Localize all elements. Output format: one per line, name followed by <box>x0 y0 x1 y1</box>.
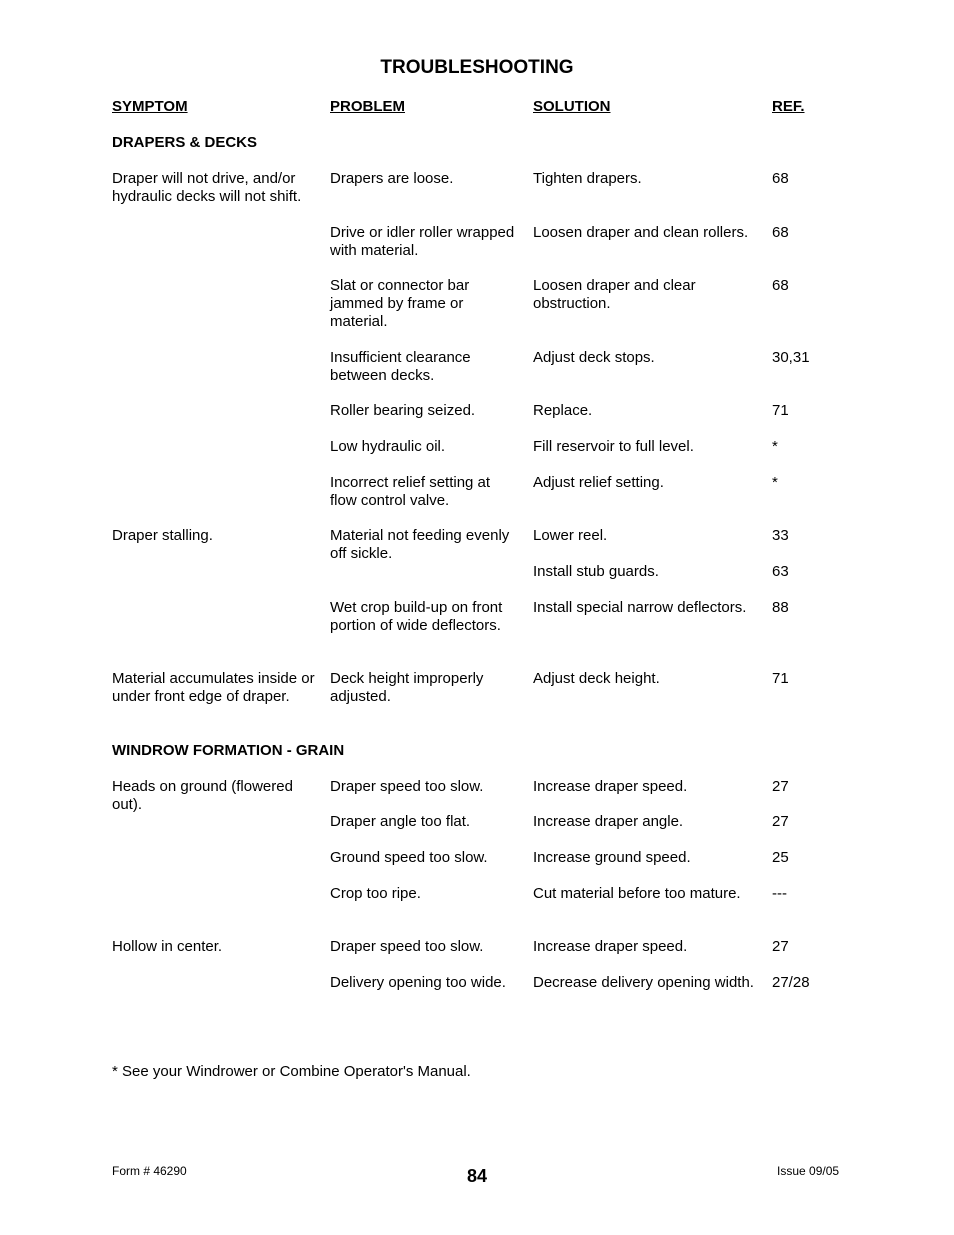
ref-cell: 27 <box>772 778 789 795</box>
symptom-cell: Hollow in center. <box>112 938 223 955</box>
ref-cell: 68 <box>772 277 789 294</box>
problem-cell: Roller bearing seized. <box>330 402 476 419</box>
problem-cell: Draper angle too flat. <box>330 813 471 830</box>
ref-cell: 27/28 <box>772 974 810 991</box>
solution-cell: Decrease delivery opening width. <box>533 974 754 991</box>
symptom-cell: Draper stalling. <box>112 527 213 544</box>
problem-cell: Material not feeding evenly off sickle. <box>330 527 510 562</box>
solution-cell: Cut material before too mature. <box>533 885 741 902</box>
form-number: Form # 46290 <box>112 1164 187 1178</box>
ref-cell: 33 <box>772 527 789 544</box>
ref-cell: 27 <box>772 938 789 955</box>
problem-cell: Draper speed too slow. <box>330 938 484 955</box>
solution-cell: Install stub guards. <box>533 563 659 580</box>
solution-cell: Increase draper speed. <box>533 778 688 795</box>
problem-cell: Insufficient clearance between decks. <box>330 349 471 384</box>
symptom-cell: Heads on ground (flowered out). <box>112 778 293 813</box>
ref-cell: 68 <box>772 224 789 241</box>
section-heading-windrow-formation: WINDROW FORMATION - GRAIN <box>112 742 345 759</box>
problem-cell: Crop too ripe. <box>330 885 421 902</box>
problem-cell: Slat or connector bar jammed by frame or material. <box>330 277 470 330</box>
ref-cell: * <box>772 438 778 455</box>
issue-date: Issue 09/05 <box>777 1164 840 1178</box>
solution-cell: Lower reel. <box>533 527 608 544</box>
footnote: * See your Windrower or Combine Operator's Manual. <box>112 1063 471 1080</box>
solution-cell: Increase ground speed. <box>533 849 691 866</box>
section-heading-drapers-decks: DRAPERS & DECKS <box>112 134 258 151</box>
column-header-ref: REF. <box>772 98 805 115</box>
ref-cell: * <box>772 474 778 491</box>
problem-cell: Wet crop build-up on front portion of wide deflectors. <box>330 599 503 634</box>
problem-cell: Ground speed too slow. <box>330 849 488 866</box>
solution-cell: Adjust deck height. <box>533 670 660 687</box>
page-number: 84 <box>466 1166 488 1186</box>
ref-cell: 30,31 <box>772 349 810 366</box>
problem-cell: Incorrect relief setting at flow control valve. <box>330 474 491 509</box>
ref-cell: 71 <box>772 402 789 419</box>
ref-cell: 27 <box>772 813 789 830</box>
ref-cell: 68 <box>772 170 789 187</box>
solution-cell: Adjust deck stops. <box>533 349 655 366</box>
problem-cell: Delivery opening too wide. <box>330 974 506 991</box>
column-header-problem: PROBLEM <box>330 98 405 115</box>
solution-cell: Loosen draper and clean rollers. <box>533 224 749 241</box>
ref-cell: 71 <box>772 670 789 687</box>
solution-cell: Increase draper angle. <box>533 813 684 830</box>
problem-cell: Draper speed too slow. <box>330 778 484 795</box>
solution-cell: Increase draper speed. <box>533 938 688 955</box>
ref-cell: --- <box>772 885 787 902</box>
solution-cell: Replace. <box>533 402 593 419</box>
solution-cell: Install special narrow deflectors. <box>533 599 747 616</box>
problem-cell: Low hydraulic oil. <box>330 438 446 455</box>
solution-cell: Tighten drapers. <box>533 170 642 187</box>
symptom-cell: Draper will not drive, and/or hydraulic decks will not shift. <box>112 170 302 205</box>
problem-cell: Drive or idler roller wrapped with material. <box>330 224 515 259</box>
solution-cell: Loosen draper and clear obstruction. <box>533 277 696 312</box>
ref-cell: 88 <box>772 599 789 616</box>
ref-cell: 63 <box>772 563 789 580</box>
ref-cell: 25 <box>772 849 789 866</box>
column-header-symptom: SYMPTOM <box>112 98 188 115</box>
solution-cell: Adjust relief setting. <box>533 474 664 491</box>
symptom-cell: Material accumulates inside or under front edge of draper. <box>112 670 315 705</box>
page-title: TROUBLESHOOTING <box>380 57 574 78</box>
solution-cell: Fill reservoir to full level. <box>533 438 694 455</box>
column-header-solution: SOLUTION <box>533 98 611 115</box>
problem-cell: Deck height improperly adjusted. <box>330 670 484 705</box>
problem-cell: Drapers are loose. <box>330 170 454 187</box>
